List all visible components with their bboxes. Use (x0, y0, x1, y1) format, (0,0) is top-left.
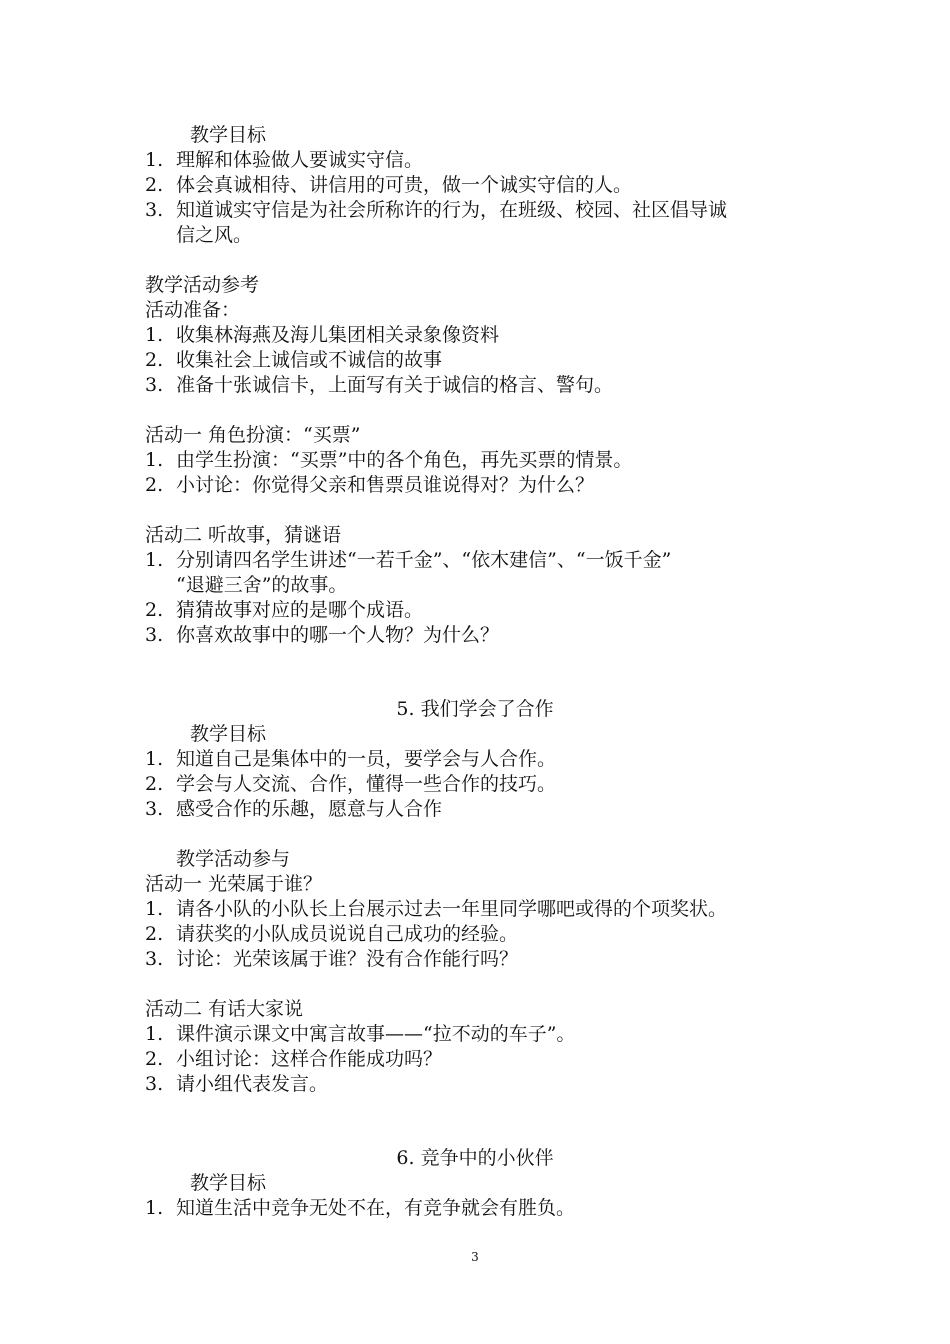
list-number: 1. (145, 1023, 164, 1045)
lesson-title: 6. 竞争中的小伙伴 (396, 1147, 554, 1169)
list-number: 2. (145, 599, 164, 621)
list-text: 请获奖的小队成员说说自己成功的经验。 (176, 923, 519, 945)
subsection-heading: 活动准备： (145, 299, 241, 321)
list-text: 由学生扮演：“买票”中的各个角色，再先买票的情景。 (176, 449, 633, 471)
list-text: 分别请四名学生讲述“一若千金”、“依木建信”、“一饭千金” (176, 549, 672, 571)
lesson-title: 5. 我们学会了合作 (396, 698, 554, 720)
list-number: 1. (145, 748, 164, 770)
list-number: 1. (145, 449, 164, 471)
list-text: 准备十张诚信卡，上面写有关于诚信的格言、警句。 (176, 374, 614, 396)
section-heading: 教学目标 (190, 1172, 267, 1194)
list-text: 请各小队的小队长上台展示过去一年里同学哪吧或得的个项奖状。 (176, 898, 728, 920)
list-text: 理解和体验做人要诚实守信。 (176, 149, 424, 171)
subsection-heading: 活动二 有话大家说 (145, 998, 304, 1020)
list-continuation: 信之风。 (176, 224, 253, 246)
list-text: 你喜欢故事中的哪一个人物？为什么？ (176, 624, 500, 646)
list-number: 2. (145, 174, 164, 196)
list-number: 2. (145, 349, 164, 371)
subsection-heading: 活动一 光荣属于谁？ (145, 873, 323, 895)
list-text: 收集林海燕及海儿集团相关录象像资料 (176, 324, 500, 346)
list-text: 知道自己是集体中的一员，要学会与人合作。 (176, 748, 557, 770)
list-number: 2. (145, 923, 164, 945)
list-text: 小组讨论：这样合作能成功吗？ (176, 1048, 443, 1070)
list-number: 3. (145, 624, 164, 646)
section-heading: 教学活动参考 (145, 274, 260, 296)
list-text: 请小组代表发言。 (176, 1073, 329, 1095)
list-text: 课件演示课文中寓言故事——“拉不动的车子”。 (176, 1023, 576, 1045)
list-text: 知道生活中竞争无处不在，有竞争就会有胜负。 (176, 1197, 576, 1219)
list-text: 讨论：光荣该属于谁？没有合作能行吗？ (176, 948, 519, 970)
subsection-heading: 活动二 听故事，猜谜语 (145, 524, 342, 546)
page-number: 3 (471, 1250, 479, 1264)
section-heading: 教学目标 (190, 723, 267, 745)
list-text: 知道诚实守信是为社会所称许的行为，在班级、校园、社区倡导诚 (176, 199, 728, 221)
list-number: 1. (145, 549, 164, 571)
list-text: 猜猜故事对应的是哪个成语。 (176, 599, 424, 621)
list-text: 小讨论：你觉得父亲和售票员谁说得对？为什么？ (176, 474, 595, 496)
list-number: 2. (145, 773, 164, 795)
list-number: 3. (145, 798, 164, 820)
list-number: 1. (145, 898, 164, 920)
list-text: 感受合作的乐趣，愿意与人合作 (176, 798, 443, 820)
list-continuation: “退避三舍”的故事。 (176, 574, 348, 596)
list-number: 1. (145, 324, 164, 346)
list-number: 3. (145, 1073, 164, 1095)
section-heading: 教学活动参与 (176, 848, 291, 870)
subsection-heading: 活动一 角色扮演：“买票” (145, 424, 361, 446)
list-text: 学会与人交流、合作，懂得一些合作的技巧。 (176, 773, 557, 795)
list-number: 3. (145, 199, 164, 221)
list-number: 2. (145, 1048, 164, 1070)
list-number: 1. (145, 149, 164, 171)
list-text: 收集社会上诚信或不诚信的故事 (176, 349, 443, 371)
list-number: 1. (145, 1197, 164, 1219)
list-number: 3. (145, 948, 164, 970)
list-number: 3. (145, 374, 164, 396)
section-heading: 教学目标 (190, 124, 267, 146)
list-number: 2. (145, 474, 164, 496)
list-text: 体会真诚相待、讲信用的可贵，做一个诚实守信的人。 (176, 174, 633, 196)
